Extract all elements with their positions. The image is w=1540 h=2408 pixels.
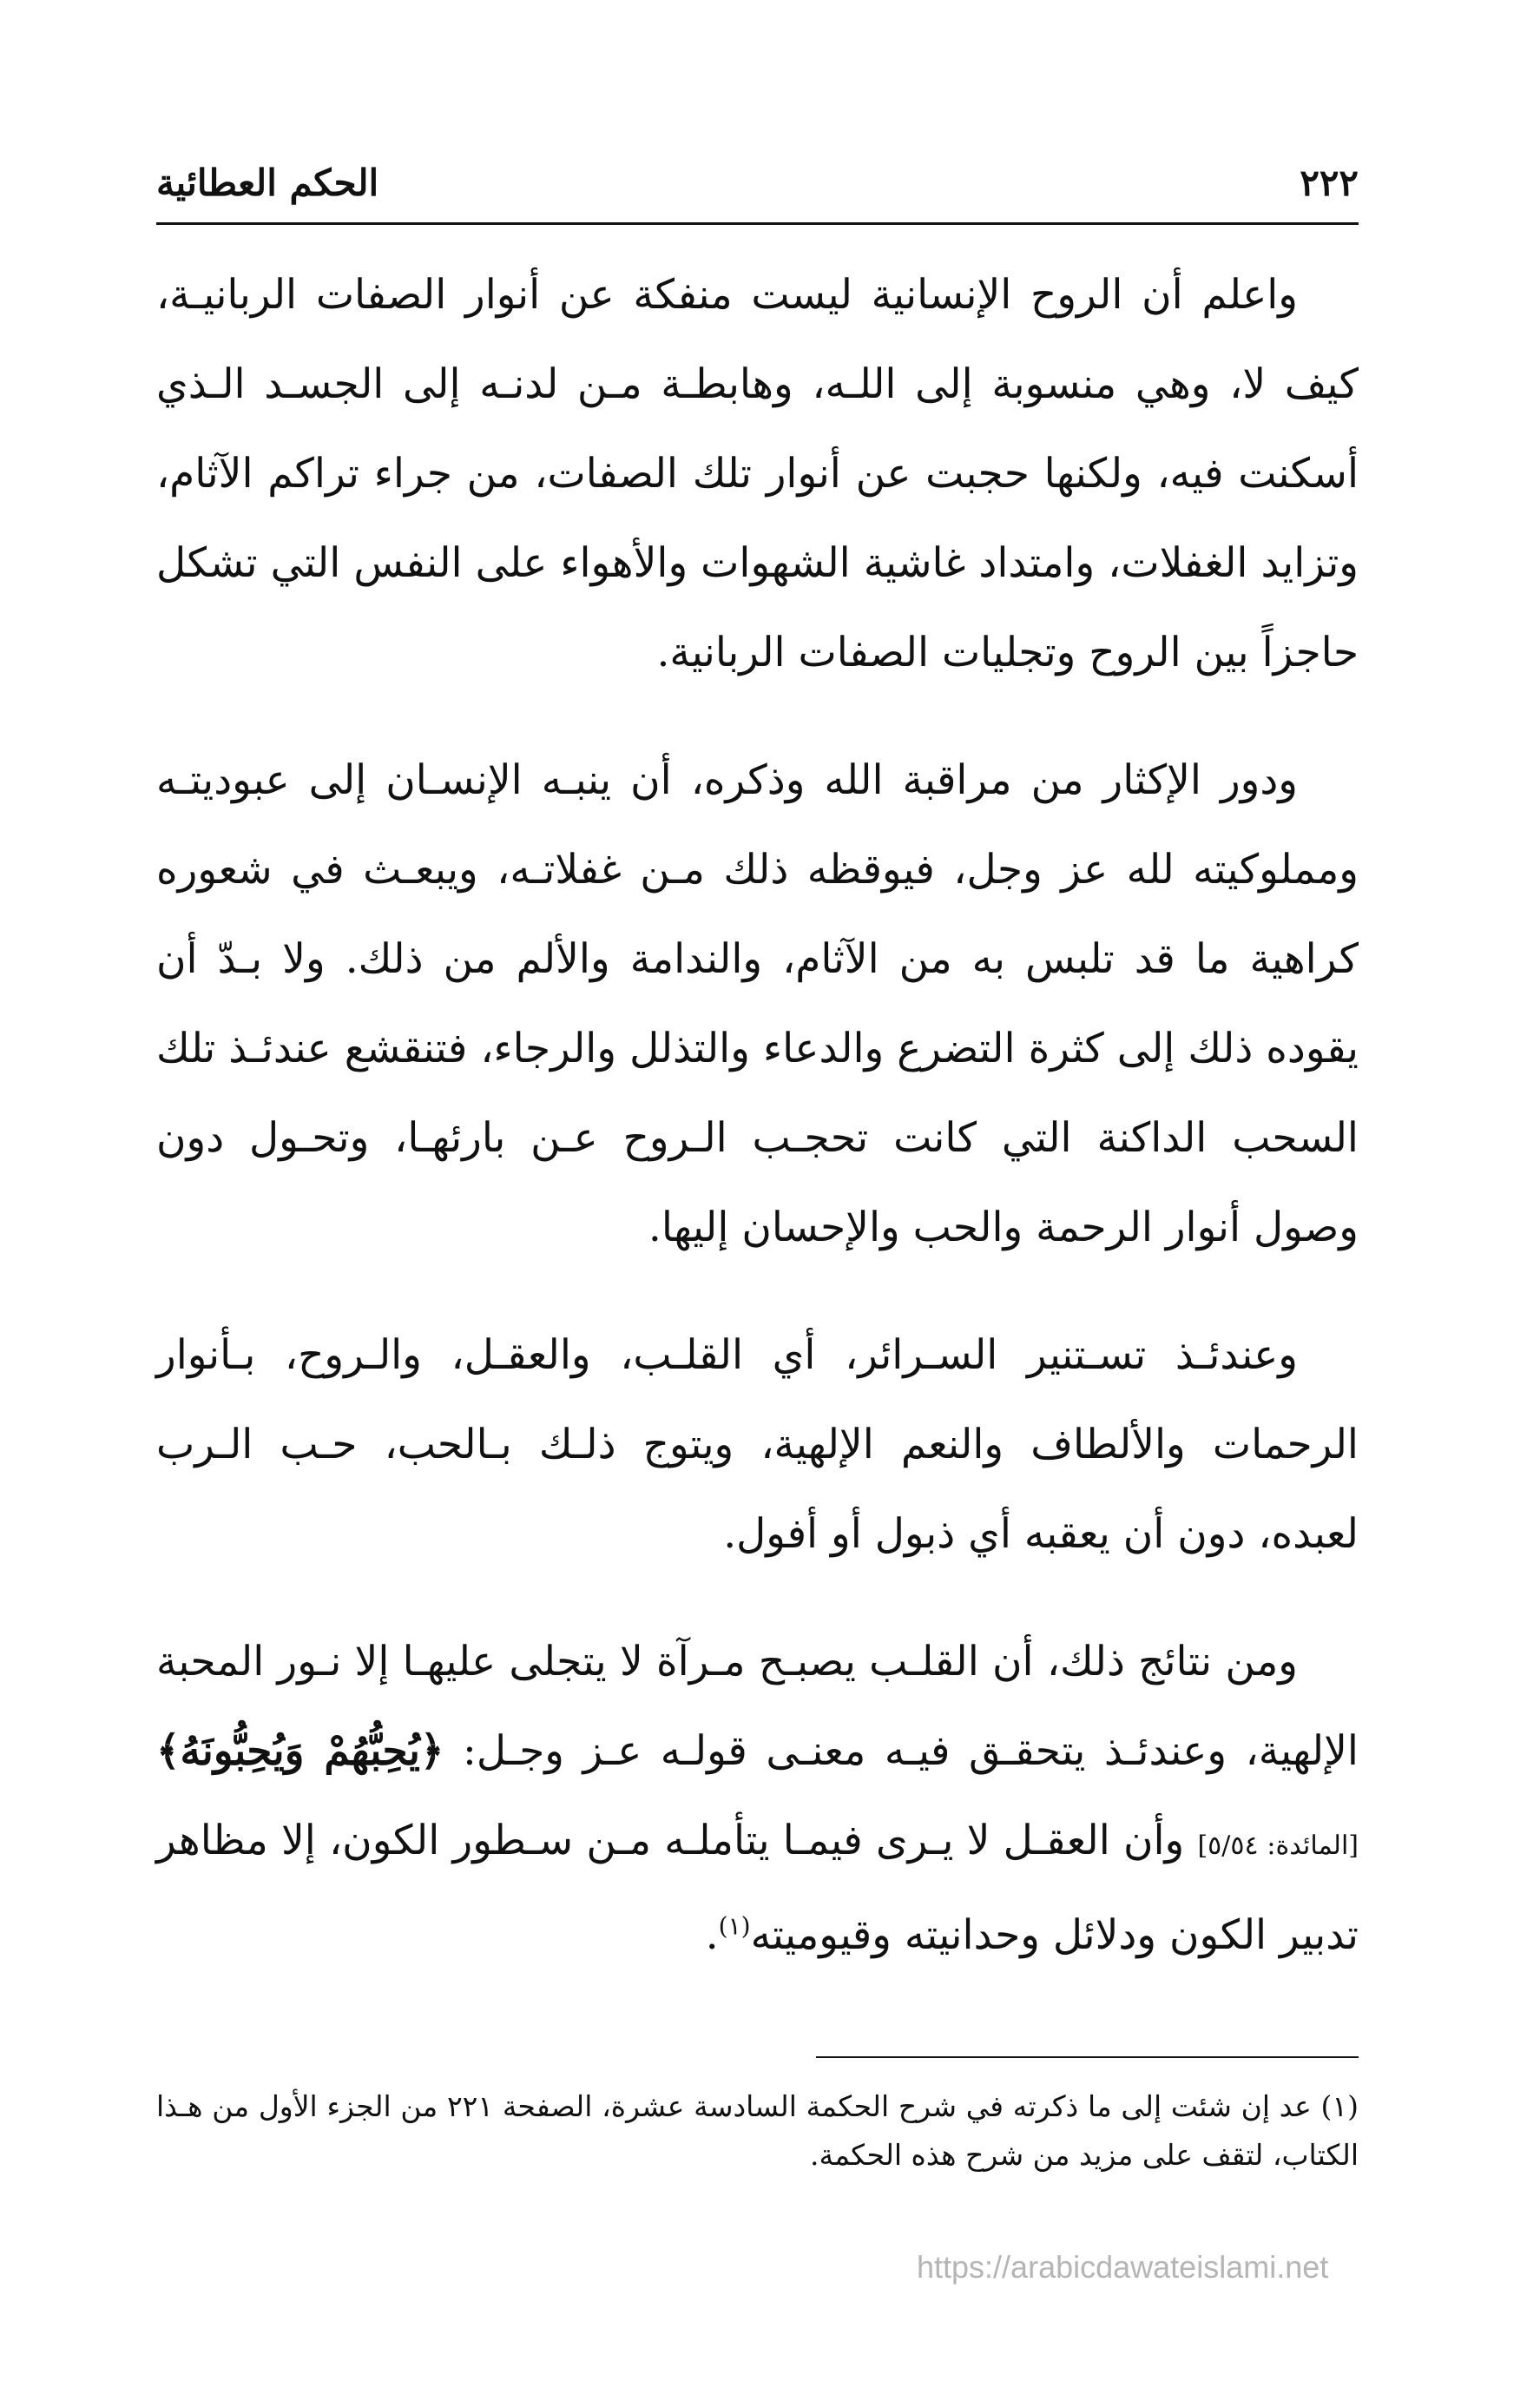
- footnote-number: (١): [1320, 2089, 1359, 2123]
- footnote-marker[interactable]: (١): [718, 1911, 751, 1941]
- footnote: [156, 2082, 1359, 2180]
- paragraph-1: واعلم أن الروح الإنسانية ليست منفكة عن أنوار الصفات الربانيـة، كيف لا، وهي منسوبة إلى اللـه، وهابطـة مـن لدنـه إلى الجسـد الـذي أسكنت فيه، ولكنها حجبت عن أنوار تلك الصفات، من جراء تراكم الآثام، وتزايد الغفلات، وامتداد غاشية الشهوات والأهواء على النفس التي تشكل حاجزاً بين الروح وتجليات الصفات الربانية.: [156, 271, 1359, 676]
- paragraph-4-text-before: ومن نتائج ذلك، أن القلـب يصبـح مـرآة لا يتجلى عليهـا إلا نـور المحبة الإلهية، وعندئـذ يتحقـق فيـه معنـى قولـه عـز وجـل:: [156, 1638, 1359, 1775]
- paragraph-4-end: .: [705, 1911, 719, 1959]
- paragraph-4-text-after: وأن العقـل لا يـرى فيمـا يتأملـه مـن سـطور الكون، إلا مظاهر تدبير الكون ودلائل وحدانيته وقيوميته: [156, 1817, 1359, 1959]
- paragraph-3: وعندئـذ تسـتنير السـرائر، أي القلـب، والعقـل، والـروح، بـأنوار الرحمات والألطاف والنعم الإلهية، ويتوج ذلـك بـالحب، حـب الـرب لعبده، دون أن يعقبه أي ذبول أو أفول.: [156, 1331, 1359, 1558]
- paragraph-4: [156, 1617, 1359, 1980]
- page-number: ٢٢٢: [1300, 162, 1359, 204]
- quran-verse: ﴿يُحِبُّهُمْ وَيُحِبُّونَهُ﴾: [156, 1727, 444, 1775]
- book-title: الحكم العطائية: [156, 162, 379, 204]
- main-text: [156, 250, 1359, 2018]
- running-header: [156, 156, 1359, 225]
- footnote-text: عد إن شئت إلى ما ذكرته في شرح الحكمة السادسة عشرة، الصفحة ٢٢١ من الجزء الأول من هـذا الكتاب، لتقف على مزيد من شرح هذه الحكمة.: [156, 2089, 1359, 2172]
- verse-reference: [المائدة: ٥/٥٤]: [1197, 1831, 1359, 1861]
- watermark-url: https://arabicdawateislami.net: [917, 2249, 1329, 2285]
- paragraph-2: ودور الإكثار من مراقبة الله وذكره، أن ينبـه الإنسـان إلى عبوديتـه ومملوكيته لله عز وجل، فيوقظه ذلك مـن غفلاتـه، ويبعـث في شعوره كراهية ما قد تلبس به من الآثام، والندامة والألم من ذلك. ولا بـدّ أن يقوده ذلك إلى كثرة التضرع والدعاء والتذلل والرجاء، فتنقشع عندئـذ تلك السحب الداكنة التي كانت تحجـب الـروح عـن بارئهـا، وتحـول دون وصول أنوار الرحمة والحب والإحسان إليها.: [156, 756, 1359, 1251]
- footnote-divider: [816, 2056, 1359, 2058]
